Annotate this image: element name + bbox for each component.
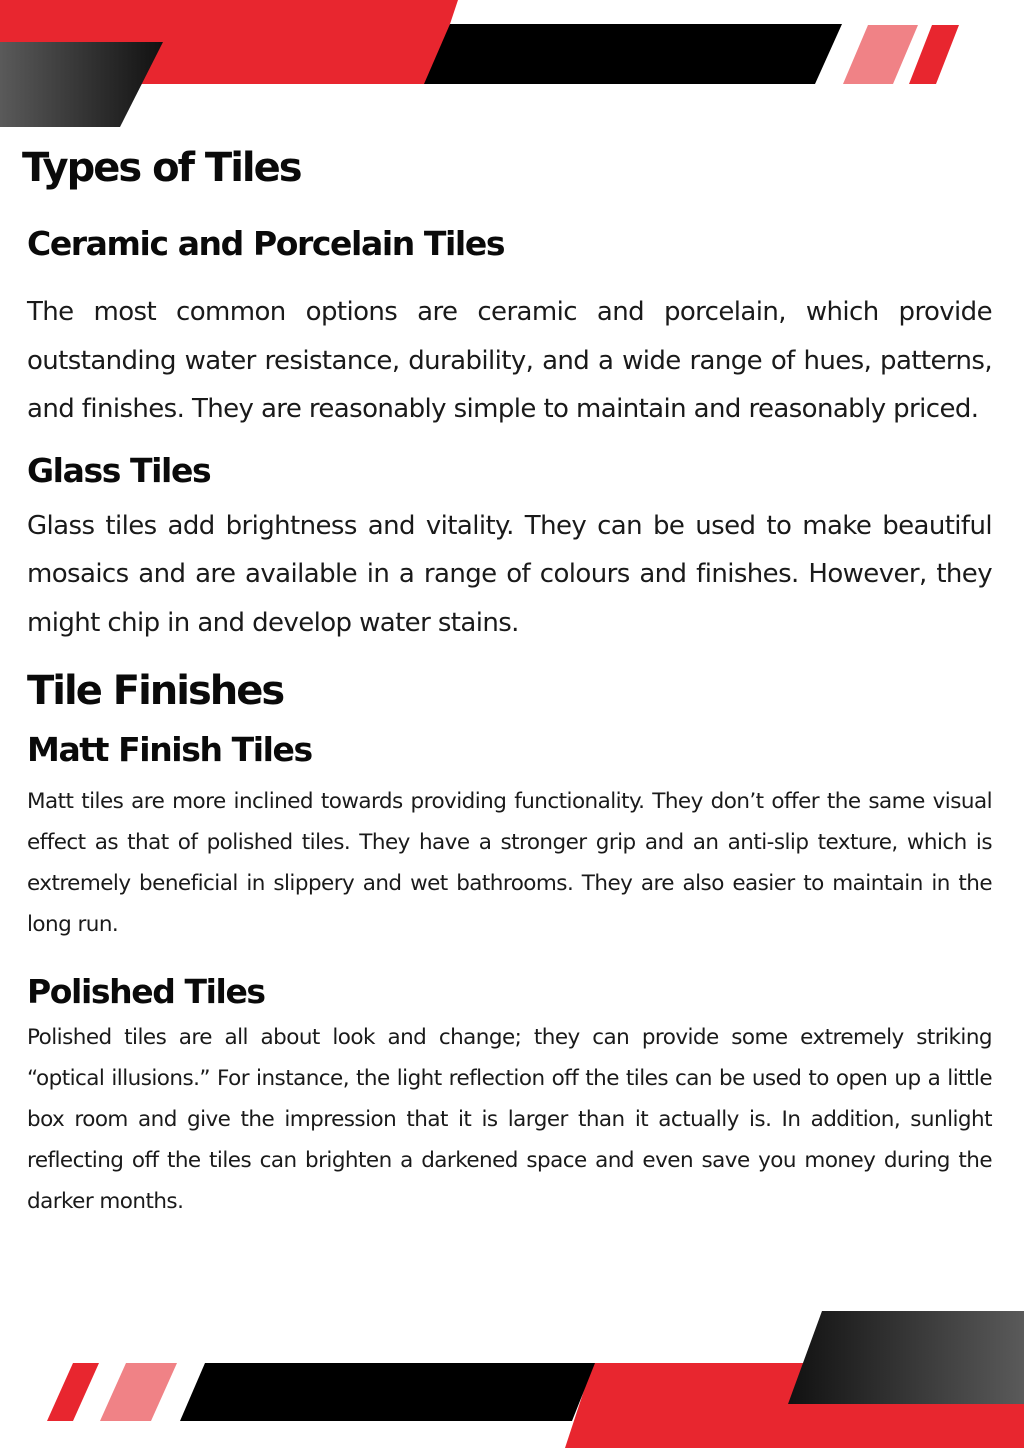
ceramic-heading: Ceramic and Porcelain Tiles [27,224,505,263]
polished-body: Polished tiles are all about look and change; they can provide some extremely striking “optical illusions.” For instance, the light reflection off the tiles can be used to open up a little box room and give the impression that it is larger than it actually is. In addition, sunlight reflecting off the tiles can brighten a darkened space and even save you money during the darker months. [27,1025,992,1214]
polished-heading: Polished Tiles [27,972,265,1011]
glass-body: Glass tiles add brightness and vitality. They can be used to make beautiful mosaics and are available in a range of colours and finishes. However, they might chip in and develop water stains. [27,510,992,638]
ceramic-body: The most common options are ceramic and porcelain, which provide outstanding water resistance, durability, and a wide range of hues, patterns, and finishes. They are reasonably simple to maintain and reasonably priced. [27,297,992,424]
top-dark-gradient-block [0,42,163,127]
top-red-stripe [0,0,458,84]
matt-heading: Matt Finish Tiles [27,730,312,769]
top-small-red-stripe [909,25,959,84]
matt-body: Matt tiles are more inclined towards providing functionality. They don’t offer the same visual effect as that of polished tiles. They have a stronger grip and an anti-slip texture, which is extremely beneficial in slippery and wet bathrooms. They are also easier to maintain in the long run. [27,789,992,937]
page-title: Types of Tiles [22,145,301,191]
bottom-small-red-stripe [47,1363,99,1421]
bottom-red-stripe [565,1363,1024,1448]
top-black-stripe [424,24,842,84]
bottom-pink-stripe [100,1363,177,1421]
glass-heading: Glass Tiles [27,450,211,490]
bottom-black-stripe [180,1363,595,1421]
top-decorative-banner [0,0,1024,140]
document-content [22,140,992,1222]
bottom-dark-gradient-block [788,1311,1024,1404]
finishes-title: Tile Finishes [27,668,284,714]
top-pink-stripe [843,25,918,84]
bottom-decorative-banner [0,1300,1024,1448]
